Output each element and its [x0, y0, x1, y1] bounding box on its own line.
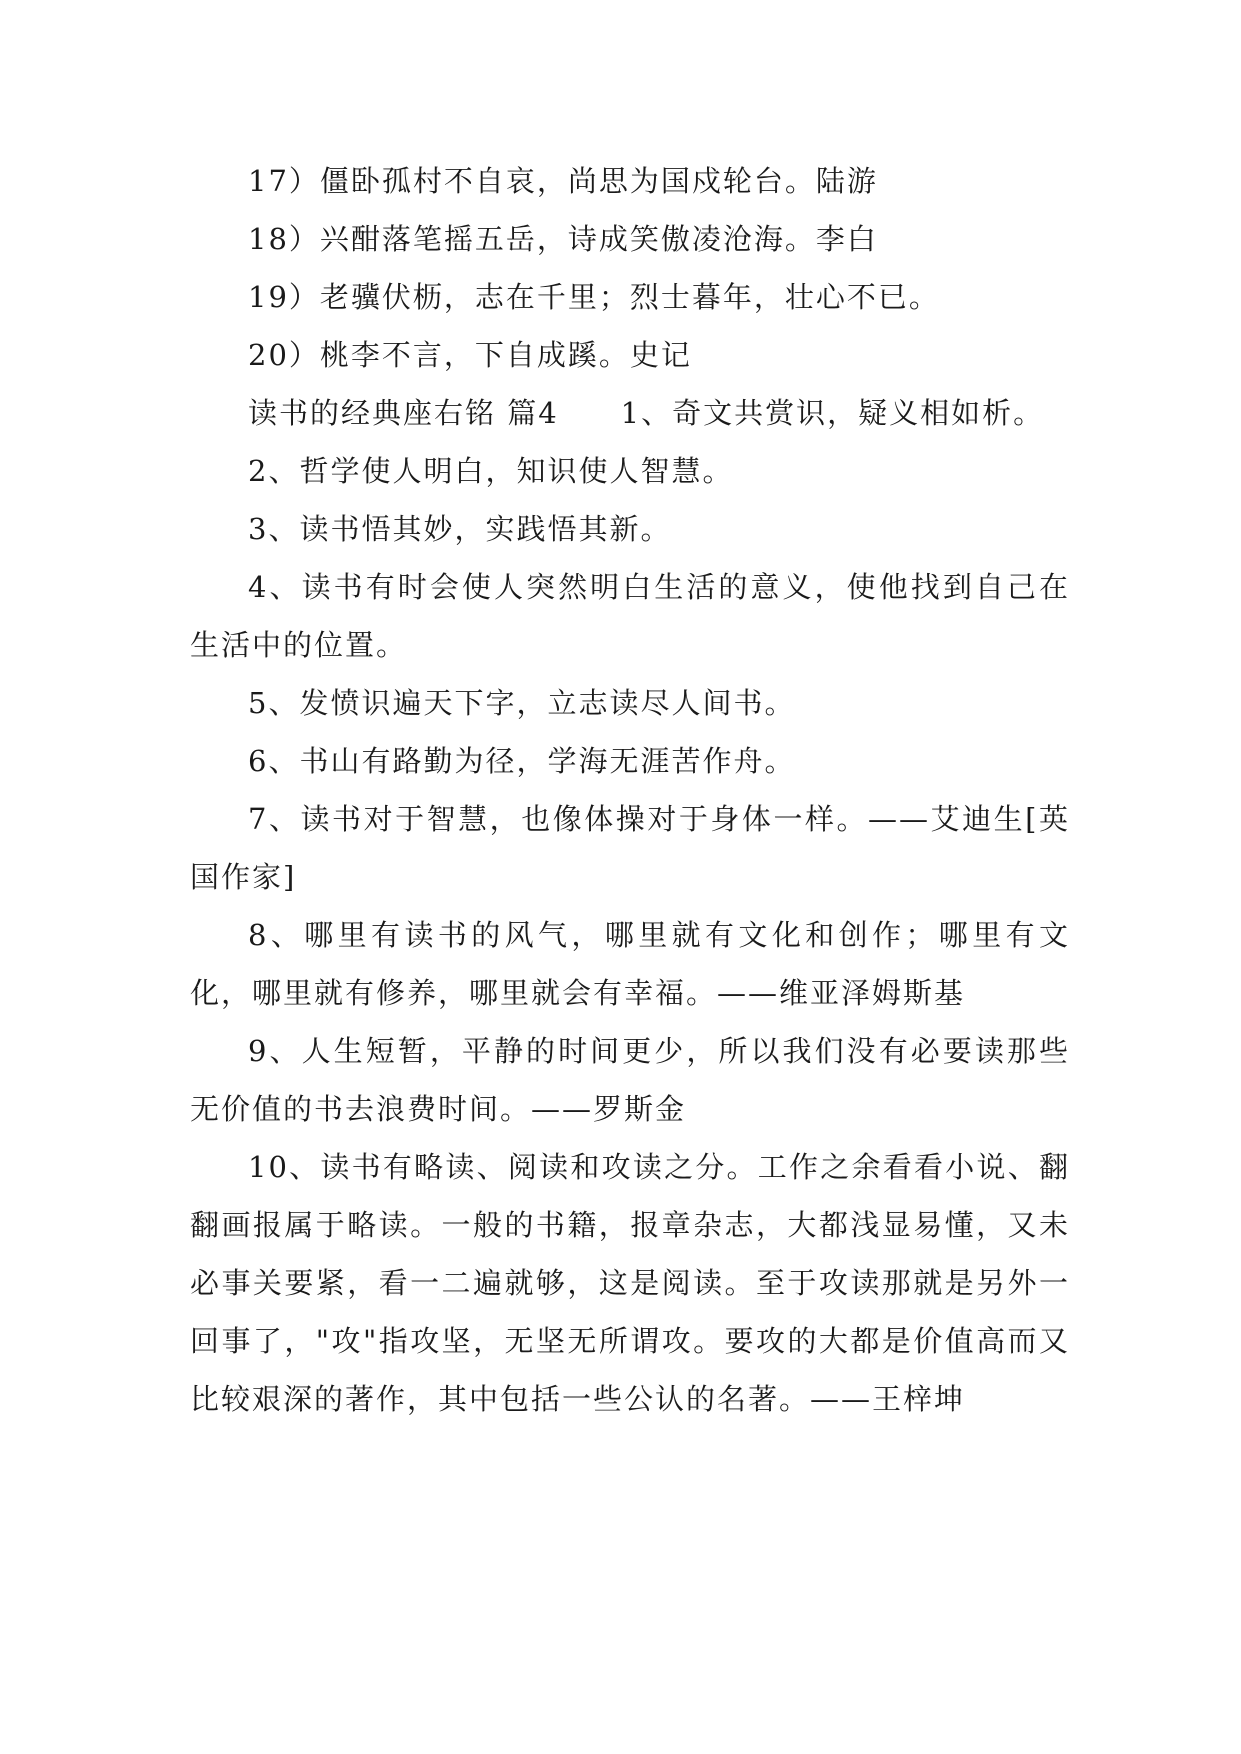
section-heading-paragraph: 读书的经典座右铭 篇4 1、奇文共赏识，疑义相如析。: [248, 396, 1045, 430]
paragraph-10: 10、读书有略读、阅读和攻读之分。工作之余看看小说、翻翻画报属于略读。一般的书籍，报章杂志，大都浅显易懂，又未必事关要紧，看一二遍就够，这是阅读。至于攻读那就是另外一回事了，"攻"指攻坚，无坚无所谓攻。要攻的大都是价值高而又比较艰深的著作，其中包括一些公认的名著。——王梓坤: [190, 1150, 1070, 1416]
paragraph-7: 7、读书对于智慧，也像体操对于身体一样。——艾迪生[英国作家]: [190, 802, 1070, 894]
paragraph-19: 19）老骥伏枥，志在千里；烈士暮年，壮心不已。: [248, 280, 940, 314]
document-body: [190, 152, 1070, 1428]
paragraph-8: 8、哪里有读书的风气，哪里就有文化和创作；哪里有文化，哪里就有修养，哪里就会有幸福。——维亚泽姆斯基: [190, 918, 1070, 1010]
paragraph-17: 17）僵卧孤村不自哀，尚思为国戍轮台。陆游: [248, 164, 878, 198]
paragraph-18: 18）兴酣落笔摇五岳，诗成笑傲凌沧海。李白: [248, 222, 878, 256]
paragraph-20: 20）桃李不言，下自成蹊。史记: [248, 338, 692, 372]
paragraph-5: 5、发愤识遍天下字，立志读尽人间书。: [248, 686, 796, 720]
paragraph-6: 6、书山有路勤为径，学海无涯苦作舟。: [248, 744, 796, 778]
paragraph-2: 2、哲学使人明白，知识使人智慧。: [248, 454, 734, 488]
paragraph-4: 4、读书有时会使人突然明白生活的意义，使他找到自己在生活中的位置。: [190, 570, 1070, 662]
paragraph-9: 9、人生短暂，平静的时间更少，所以我们没有必要读那些无价值的书去浪费时间。——罗斯金: [190, 1034, 1070, 1126]
paragraph-3: 3、读书悟其妙，实践悟其新。: [248, 512, 672, 546]
